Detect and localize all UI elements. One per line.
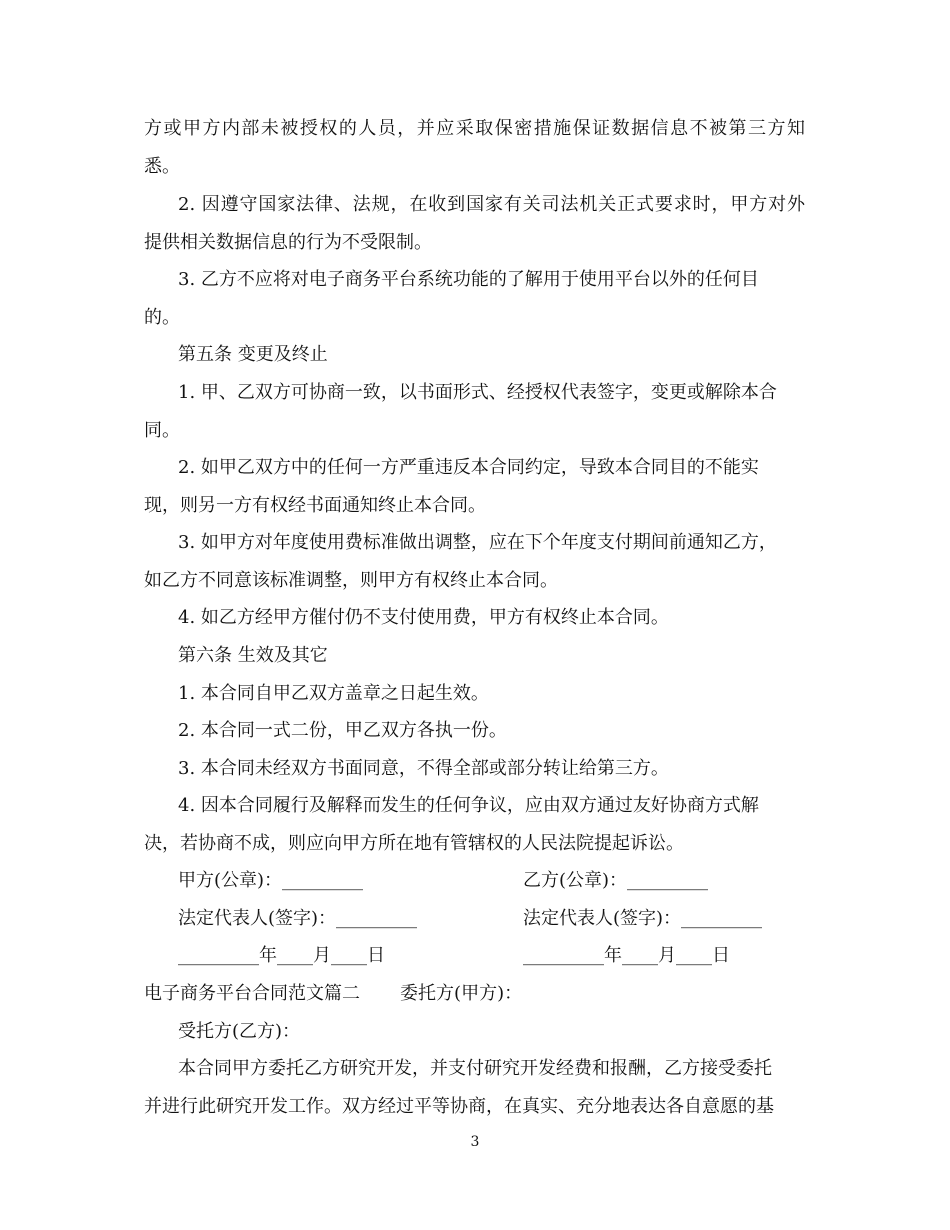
party-a-representative: 法定代表人(签字)：_________ [178, 908, 418, 929]
paragraph-line: 3. 本合同未经双方书面同意，不得全部或部分转让给第三方。 [178, 758, 669, 779]
party-a-date: _________年____月____日 [178, 945, 385, 966]
party-a-seal: 甲方(公章)：_________ [178, 870, 364, 891]
paragraph-line: 现，则另一方有权经书面通知终止本合同。 [144, 495, 486, 516]
paragraph-line: 本合同甲方委托乙方研究开发，并支付研究开发经费和报酬，乙方接受委托 [178, 1058, 772, 1079]
party-b-representative: 法定代表人(签字)：_________ [523, 908, 763, 929]
paragraph-line: 决，若协商不成，则应向甲方所在地有管辖权的人民法院提起诉讼。 [144, 833, 684, 854]
paragraph-line: 同。 [144, 420, 180, 441]
paragraph-line: 方或甲方内部未被授权的人员，并应采取保密措施保证数据信息不被第三方知 [144, 118, 805, 139]
paragraph-line: 提供相关数据信息的行为不受限制。 [144, 232, 432, 253]
section-heading: 第六条 生效及其它 [178, 645, 328, 666]
paragraph-line: 如乙方不同意该标准调整，则甲方有权终止本合同。 [144, 570, 558, 591]
section2-heading: 电子商务平台合同范文篇二 委托方(甲方)： [144, 983, 523, 1004]
party-b-seal: 乙方(公章)：_________ [523, 870, 709, 891]
paragraph-line: 并进行此研究开发工作。双方经过平等协商，在真实、充分地表达各自意愿的基 [144, 1096, 774, 1117]
paragraph-line: 2. 因遵守国家法律、法规，在收到国家有关司法机关正式要求时，甲方对外 [178, 194, 805, 215]
trustee-line: 受托方(乙方)： [178, 1021, 301, 1042]
paragraph-line: 2. 如甲乙双方中的任何一方严重违反本合同约定，导致本合同目的不能实 [178, 457, 759, 478]
paragraph-line: 4. 因本合同履行及解释而发生的任何争议，应由双方通过友好协商方式解 [178, 795, 759, 816]
paragraph-line: 的。 [144, 307, 180, 328]
paragraph-line: 4. 如乙方经甲方催付仍不支付使用费，甲方有权终止本合同。 [178, 607, 669, 628]
party-b-date: _________年____月____日 [523, 945, 730, 966]
page-number: 3 [470, 1134, 480, 1150]
paragraph-line: 悉。 [144, 156, 180, 177]
paragraph-line: 1. 甲、乙双方可协商一致，以书面形式、经授权代表签字，变更或解除本合 [178, 382, 777, 403]
section-heading: 第五条 变更及终止 [178, 344, 328, 365]
paragraph-line: 1. 本合同自甲乙双方盖章之日起生效。 [178, 683, 489, 704]
paragraph-line: 3. 如甲方对年度使用费标准做出调整，应在下个年度支付期间前通知乙方， [178, 532, 777, 553]
paragraph-line: 2. 本合同一式二份，甲乙双方各执一份。 [178, 720, 507, 741]
paragraph-line: 3. 乙方不应将对电子商务平台系统功能的了解用于使用平台以外的任何目 [178, 269, 759, 290]
